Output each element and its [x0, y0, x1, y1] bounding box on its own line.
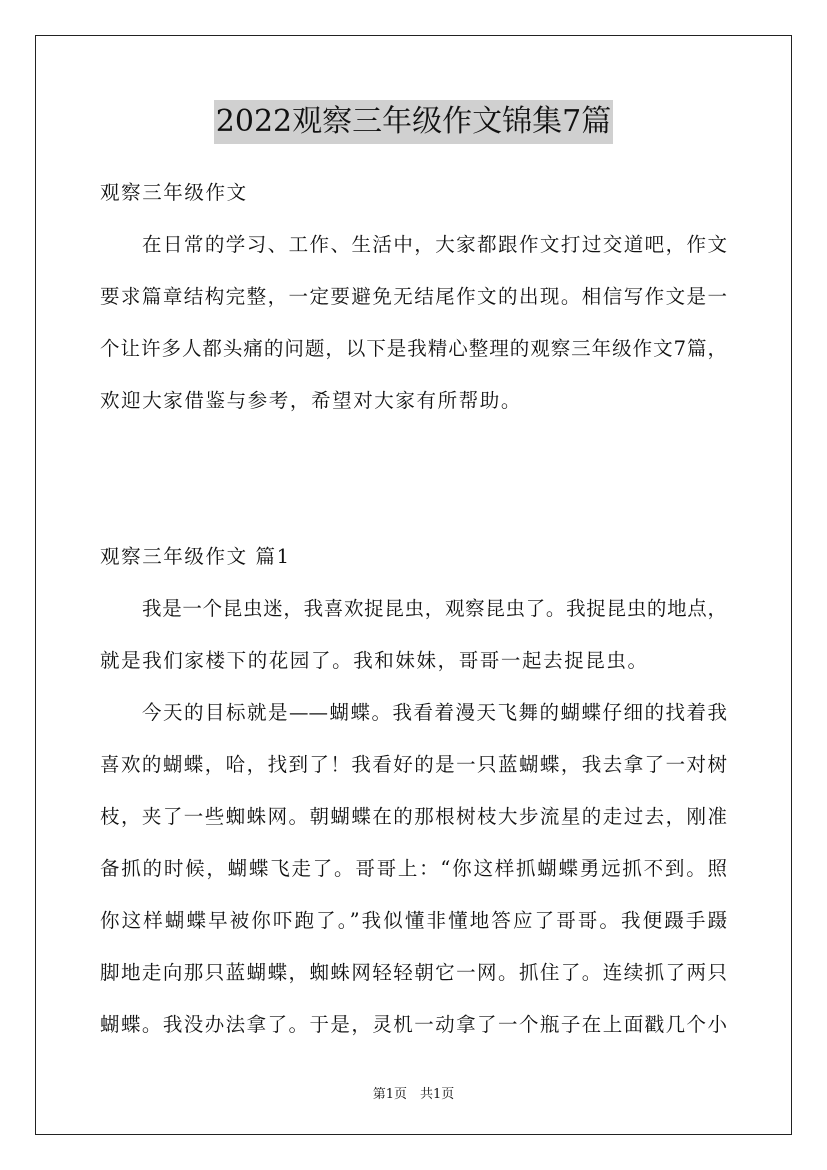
paragraph-line: 我是一个昆虫迷，我喜欢捉昆虫，观察昆虫了。我捉昆虫的地点， [142, 597, 727, 620]
paragraph-line: 你这样蝴蝶早被你吓跑了。”我似懂非懂地答应了哥哥。我便蹑手蹑 [100, 909, 727, 932]
document-title: 2022观察三年级作文锦集7篇 [214, 100, 613, 144]
intro-line: 在日常的学习、工作、生活中，大家都跟作文打过交道吧，作文 [142, 233, 727, 256]
paragraph-line: 备抓的时候，蝴蝶飞走了。哥哥上：“你这样抓蝴蝶勇远抓不到。照 [100, 857, 727, 880]
document-body [100, 176, 727, 1060]
page-footer: 第1页 共1页 [372, 1087, 455, 1102]
section-heading: 观察三年级作文 篇1 [100, 545, 291, 568]
title-container [0, 100, 827, 144]
paragraph-line: 就是我们家楼下的花园了。我和妹妹，哥哥一起去捉昆虫。 [100, 649, 649, 672]
paragraph-line: 喜欢的蝴蝶，哈，找到了！我看好的是一只蓝蝴蝶，我去拿了一对树 [100, 753, 727, 776]
paragraph-line: 今天的目标就是——蝴蝶。我看着漫天飞舞的蝴蝶仔细的找着我 [142, 701, 727, 724]
intro-line: 欢迎大家借鉴与参考，希望对大家有所帮助。 [100, 389, 523, 412]
paragraph-line: 枝，夹了一些蜘蛛网。朝蝴蝶在的那根树枝大步流星的走过去，刚准 [100, 805, 727, 828]
intro-line: 要求篇章结构完整，一定要避免无结尾作文的出现。相信写作文是一 [100, 285, 727, 308]
section-spacer [100, 436, 727, 540]
paragraph-line: 脚地走向那只蓝蝴蝶，蜘蛛网轻轻朝它一网。抓住了。连续抓了两只 [100, 961, 727, 984]
paragraph-line: 蝴蝶。我没办法拿了。于是，灵机一动拿了一个瓶子在上面戳几个小 [100, 1013, 727, 1036]
intro-heading: 观察三年级作文 [100, 181, 248, 204]
intro-line: 个让许多人都头痛的问题，以下是我精心整理的观察三年级作文7篇， [100, 337, 727, 360]
